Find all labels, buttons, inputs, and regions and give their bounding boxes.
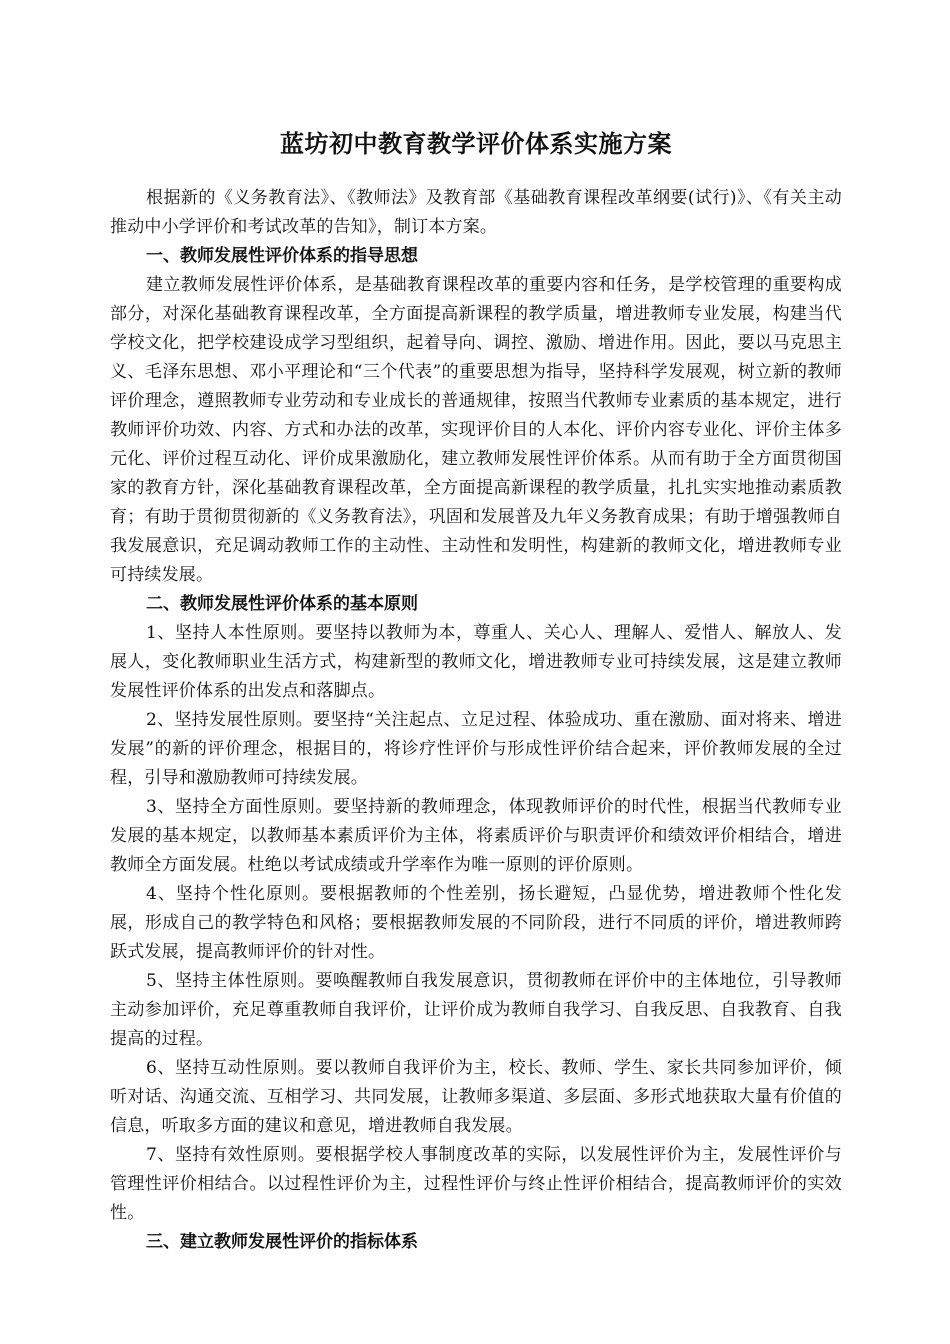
section-heading-basic-principles: 二、教师发展性评价体系的基本原则 [146,594,418,614]
principle-interactive: 6、坚持互动性原则。要以教师自我评价为主，校长、教师、学生、家长共同参加评价，倾听对话、沟通交流、互相学习、共同发展，让教师多渠道、多层面、多形式地获取大量有价值的信息，听取多方面的建议和意见，增进教师自我发展。 [110,1058,842,1136]
intro-paragraph: 根据新的《义务教育法》、《教师法》及教育部《基础教育课程改革纲要(试行)》、《有关主动推动中小学评价和考试改革的告知》，制订本方案。 [110,188,842,237]
principle-comprehensive: 3、坚持全方面性原则。要坚持新的教师理念，体现教师评价的时代性，根据当代教师专业发展的基本规定，以教师基本素质评价为主体，将素质评价与职责评价和绩效评价相结合，增进教师全方面发展。杜绝以考试成绩或升学率作为唯一原则的评价原则。 [110,797,842,875]
section-heading-indicator-system: 三、建立教师发展性评价的指标体系 [146,1232,418,1252]
principle-subjectivity: 5、坚持主体性原则。要唤醒教师自我发展意识，贯彻教师在评价中的主体地位，引导教师主动参加评价，充足尊重教师自我评价，让评价成为教师自我学习、自我反思、自我教育、自我提高的过程。 [110,971,842,1049]
document-title: 蓝坊初中教育教学评价体系实施方案 [280,129,672,158]
principle-developmental: 2、坚持发展性原则。要坚持“关注起点、立足过程、体验成功、重在激励、面对将来、增进发展”的新的评价理念，根据目的，将诊疗性评价与形成性评价结合起来，评价教师发展的全过程，引导和激励教师可持续发展。 [110,710,842,788]
document-page [110,128,842,1257]
principle-humanistic: 1、坚持人本性原则。要坚持以教师为本，尊重人、关心人、理解人、爱惜人、解放人、发展人，变化教师职业生活方式，构建新型的教师文化，增进教师专业可持续发展，这是建立教师发展性评价体系的出发点和落脚点。 [110,623,842,701]
guiding-ideology-paragraph: 建立教师发展性评价体系，是基础教育课程改革的重要内容和任务，是学校管理的重要构成部分，对深化基础教育课程改革，全方面提高新课程的教学质量，增进教师专业发展，构建当代学校文化，把学校建设成学习型组织，起着导向、调控、激励、增进作用。因此，要以马克思主义、毛泽东思想、邓小平理论和“三个代表”的重要思想为指导，坚持科学发展观，树立新的教师评价理念，遵照教师专业劳动和专业成长的普通规律，按照当代教师专业素质的基本规定，进行教师评价功效、内容、方式和办法的改革，实现评价目的人本化、评价内容专业化、评价主体多元化、评价过程互动化、评价成果激励化，建立教师发展性评价体系。从而有助于全方面贯彻国家的教育方针，深化基础教育课程改革，全方面提高新课程的教学质量，扎扎实实地推动素质教育；有助于贯彻贯彻新的《义务教育法》，巩固和发展普及九年义务教育成果；有助于增强教师自我发展意识，充足调动教师工作的主动性、主动性和发明性，构建新的教师文化，增进教师专业可持续发展。 [110,275,842,585]
principle-individualized: 4、坚持个性化原则。要根据教师的个性差别，扬长避短，凸显优势，增进教师个性化发展，形成自己的教学特色和风格；要根据教师发展的不同阶段，进行不同质的评价，增进教师跨跃式发展，提高教师评价的针对性。 [110,884,842,962]
section-heading-guiding-ideology: 一、教师发展性评价体系的指导思想 [146,246,418,266]
principle-effectiveness: 7、坚持有效性原则。要根据学校人事制度改革的实际，以发展性评价为主，发展性评价与管理性评价相结合。以过程性评价为主，过程性评价与终止性评价相结合，提高教师评价的实效性。 [110,1145,842,1223]
